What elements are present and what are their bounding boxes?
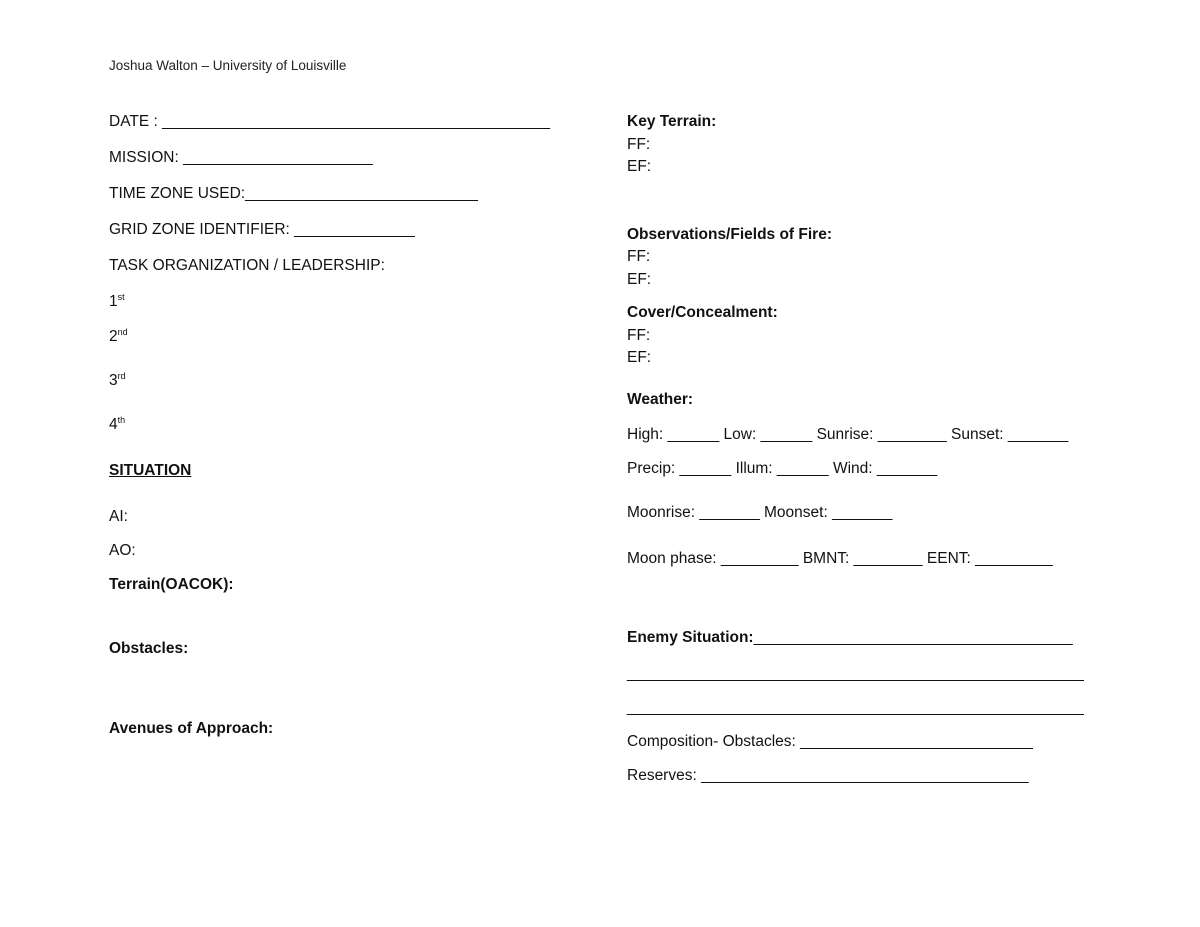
page-header: Joshua Walton – University of Louisville: [109, 58, 347, 73]
ordinal-number: 4: [109, 416, 118, 433]
ordinal-1st: [109, 291, 125, 310]
mission-field: MISSION: ______________________: [109, 149, 373, 166]
cover-ef: EF:: [627, 349, 652, 366]
avenues-heading: Avenues of Approach:: [109, 720, 274, 737]
ao-label: AO:: [109, 542, 136, 559]
ordinal-4th: [109, 414, 126, 433]
ordinal-suffix: th: [117, 414, 126, 425]
enemy-blank-line-1: _____________________________________________________: [627, 665, 1084, 682]
ordinal-3rd: [109, 370, 126, 389]
cover-concealment-heading: Cover/Concealment:: [627, 304, 778, 321]
ai-label: AI:: [109, 508, 128, 525]
key-terrain-ff: FF:: [627, 136, 651, 153]
grid-zone-field: GRID ZONE IDENTIFIER: ______________: [109, 221, 415, 238]
enemy-situation-field: [627, 630, 1073, 646]
terrain-heading: Terrain(OACOK):: [109, 576, 234, 593]
ordinal-suffix: nd: [117, 326, 128, 337]
enemy-situation-heading: Enemy Situation:: [627, 629, 754, 646]
ordinal-number: 1: [109, 293, 118, 310]
situation-heading: SITUATION: [109, 462, 192, 479]
ordinal-suffix: st: [117, 291, 125, 302]
moon-rise-set-line: Moonrise: _______ Moonset: _______: [627, 504, 893, 521]
task-organization-label: TASK ORGANIZATION / LEADERSHIP:: [109, 257, 385, 274]
weather-line-temps: High: ______ Low: ______ Sunrise: ________ Sunset: _______: [627, 426, 1069, 443]
ordinal-2nd: [109, 326, 128, 345]
key-terrain-heading: Key Terrain:: [627, 113, 717, 130]
obstacles-heading: Obstacles:: [109, 640, 189, 657]
ordinal-number: 3: [109, 372, 118, 389]
moon-phase-line: Moon phase: _________ BMNT: ________ EENT: _________: [627, 550, 1053, 567]
cover-ff: FF:: [627, 327, 651, 344]
observations-ff: FF:: [627, 248, 651, 265]
key-terrain-ef: EF:: [627, 158, 652, 175]
weather-heading: Weather:: [627, 391, 694, 408]
time-zone-field: TIME ZONE USED:___________________________: [109, 185, 478, 202]
observations-ef: EF:: [627, 271, 652, 288]
observations-heading: Observations/Fields of Fire:: [627, 226, 832, 243]
weather-line-conditions: Precip: ______ Illum: ______ Wind: _______: [627, 460, 938, 477]
enemy-blank-line-2: _____________________________________________________: [627, 699, 1084, 716]
composition-obstacles-field: Composition- Obstacles: ___________________________: [627, 733, 1033, 750]
date-field: DATE : _____________________________________________: [109, 113, 551, 130]
ordinal-suffix: rd: [117, 370, 126, 381]
reserves-field: Reserves: ______________________________________: [627, 767, 1029, 784]
ordinal-number: 2: [109, 328, 118, 345]
enemy-situation-blank: _____________________________________: [753, 629, 1073, 646]
